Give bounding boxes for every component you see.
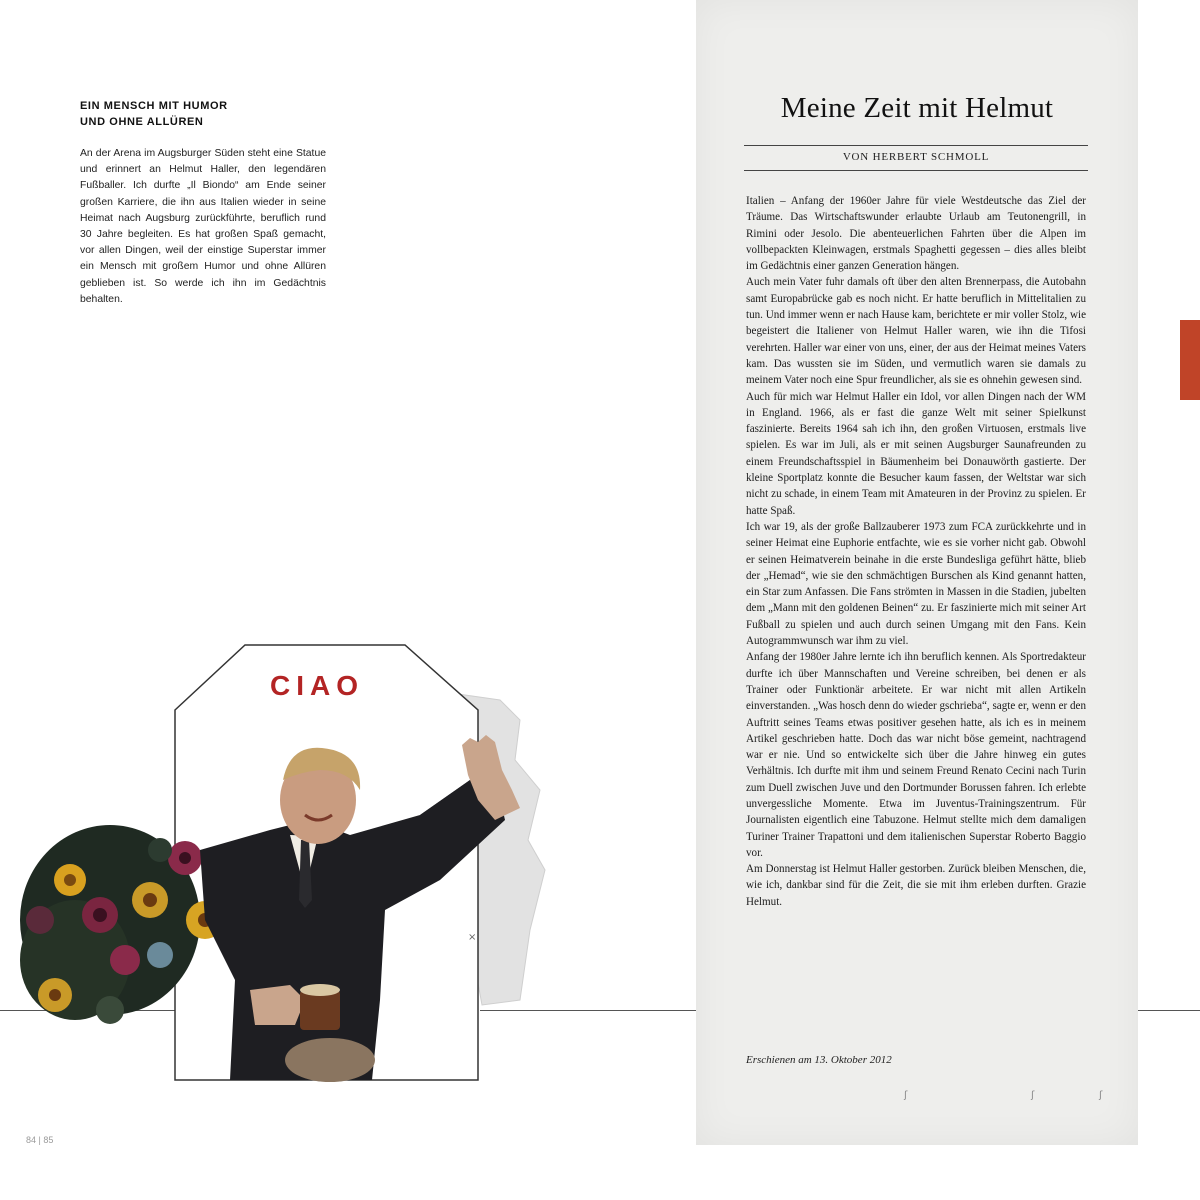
- left-body-text: An der Arena im Augsburger Süden steht eine Statue und erinnert an Helmut Haller, den legendären Fußballer. Ich durfte „Il Biondo“ am Ende seiner großen Karriere, die ihn aus Italien wieder in seine Heimat nach Augsburg zurückführte, beruflich rund 30 Jahre begleiten. Es hat großen Spaß gemacht, vor allen Dingen, weil der einstige Superstar immer ein Mensch mit großem Humor und ohne Allüren geblieben ist. So werde ich ihn im Gedächtnis behalten.: [80, 148, 326, 305]
- left-heading-line-1: EIN MENSCH MIT HUMOR: [80, 100, 228, 112]
- newspaper-clipping: [696, 0, 1138, 1145]
- fold-mark: ʃ: [1099, 1090, 1103, 1101]
- clipping-body: [746, 193, 1086, 910]
- title-rule-top: [744, 145, 1088, 146]
- clipping-paragraph: Auch für mich war Helmut Haller ein Idol, vor allen Dingen nach der WM in England. 1966, als er fast die ganze Welt mit seiner Spielkunst faszinierte. Bereits 1964 sah ich ihn, den großen Virtuosen, erstmals live spielen. Es war im Juli, als er mit seinen Augsburger Saunafreunden zu einem Freundschaftsspiel in Bäumenheim bei Donauwörth gastierte. Der kleine Sportplatz konnte die Besucher kaum fassen, der Weltstar war sich nicht zu schade, in einem Team mit Amateuren in der Provinz zu spielen. Er hatte Spaß.: [746, 390, 1086, 517]
- section-marker-tab: [1180, 320, 1200, 400]
- fold-mark: ʃ: [1031, 1090, 1035, 1101]
- clipping-paragraph: Auch mein Vater fuhr damals oft über den alten Brennerpass, die Autobahn samt Europabrücke gab es noch nicht. Er hatte beruflich in Mittelitalien zu tun. Und immer wenn er nach Hause kam, berichtete er mir voller Stolz, wie begeistert die Italiener von Helmut Haller waren, wie ihn die Tifosi verehrten. Haller war einer von uns, einer, der aus der Heimat meines Vaters kam. Das wussten sie im Süden, und vermutlich waren sie damals zu meinem Vater noch eine Spur freundlicher, als sie es ohnehin gewesen sind.: [746, 276, 1086, 387]
- clipping-paragraph: Am Donnerstag ist Helmut Haller gestorben. Zurück bleiben Menschen, die, wie ich, dankbar sind für die Zeit, die sie mit ihm erleben durften. Grazie Helmut.: [746, 863, 1086, 908]
- baseline-rule-right: [1138, 1010, 1200, 1011]
- clipping-paragraph: Italien – Anfang der 1960er Jahre für viele Westdeutsche das Ziel der Träume. Das Wirtschaftswunder erlaubte Urlaub am Teutonengrill, in Rimini oder Jesolo. Die abenteuerlichen Fahrten über die Alpen im vollbepackten Kleinwagen, erstmals Spaghetti gegessen – dies alles bleibt im Gedächtnis einer ganzen Generation hängen.: [746, 195, 1086, 273]
- clipping-paragraph: Anfang der 1980er Jahre lernte ich ihn beruflich kennen. Als Sportredakteur durfte ich über Mannschaften und Vereine schreiben, bei denen er als Trainer oder Funktionär arbeitete. Er war nicht mit allen Artikeln einverstanden. „Was hosch denn do wieder gschrieba“, sagte er, wenn er den Auftritt seines Teams etwas positiver gesehen hatte, als ich es in meinem Artikel geschrieben hatte. Doch das war nicht böse gemeint, nachtragend war er nie. Und so entwickelte sich über die Jahre hinweg ein gutes Verhältnis. Ich durfte mit ihm und seinem Freund Renato Cecini nach Turin zum Duell zwischen Juve und den Dortmunder Borussen fahren. Ich erlebte unvergessliche Momente. Etwa im Juventus-Trainingszentrum. Für Journalisten eigentlich eine Tabuzone. Helmut stellte mich dem damaligen Turiner Trainer Trapattoni und dem italienischen Superstar Roberto Baggio vor.: [746, 651, 1086, 859]
- clipping-byline: VON HERBERT SCHMOLL: [842, 151, 990, 163]
- left-heading-line-2: UND OHNE ALLÜREN: [80, 116, 204, 128]
- clipping-paragraph: Ich war 19, als der große Ballzauberer 1973 zum FCA zurückkehrte und in seiner Heimat eine Euphorie entfachte, wie es sie vorher nicht gab. Obwohl er seinen Heimatverein beinahe in die erste Bundesliga geführt hätte, blieb der „Hemad“, wie sie den schmächtigen Burschen als Kind genannt hatten, ein Star zum Anfassen. Die Fans strömten in Massen in die Stadien, jubelten dem „Mann mit den goldenen Beinen“ zu. Er faszinierte mich mit seiner Art Fußball zu spielen und auch durch seinen Umgang mit den Fans. Kein Autogrammwunsch war ihm zu viel.: [746, 520, 1086, 648]
- svg-text:×: ×: [468, 932, 477, 943]
- title-rule-bottom: [744, 170, 1088, 171]
- page-number: 84 | 85: [26, 1135, 54, 1145]
- publication-date-note: Erschienen am 13. Oktober 2012: [746, 1054, 892, 1066]
- ciao-caption: CIAO: [270, 670, 364, 701]
- clipping-title: Meine Zeit mit Helmut: [780, 92, 1054, 124]
- fold-mark: ʃ: [904, 1090, 908, 1101]
